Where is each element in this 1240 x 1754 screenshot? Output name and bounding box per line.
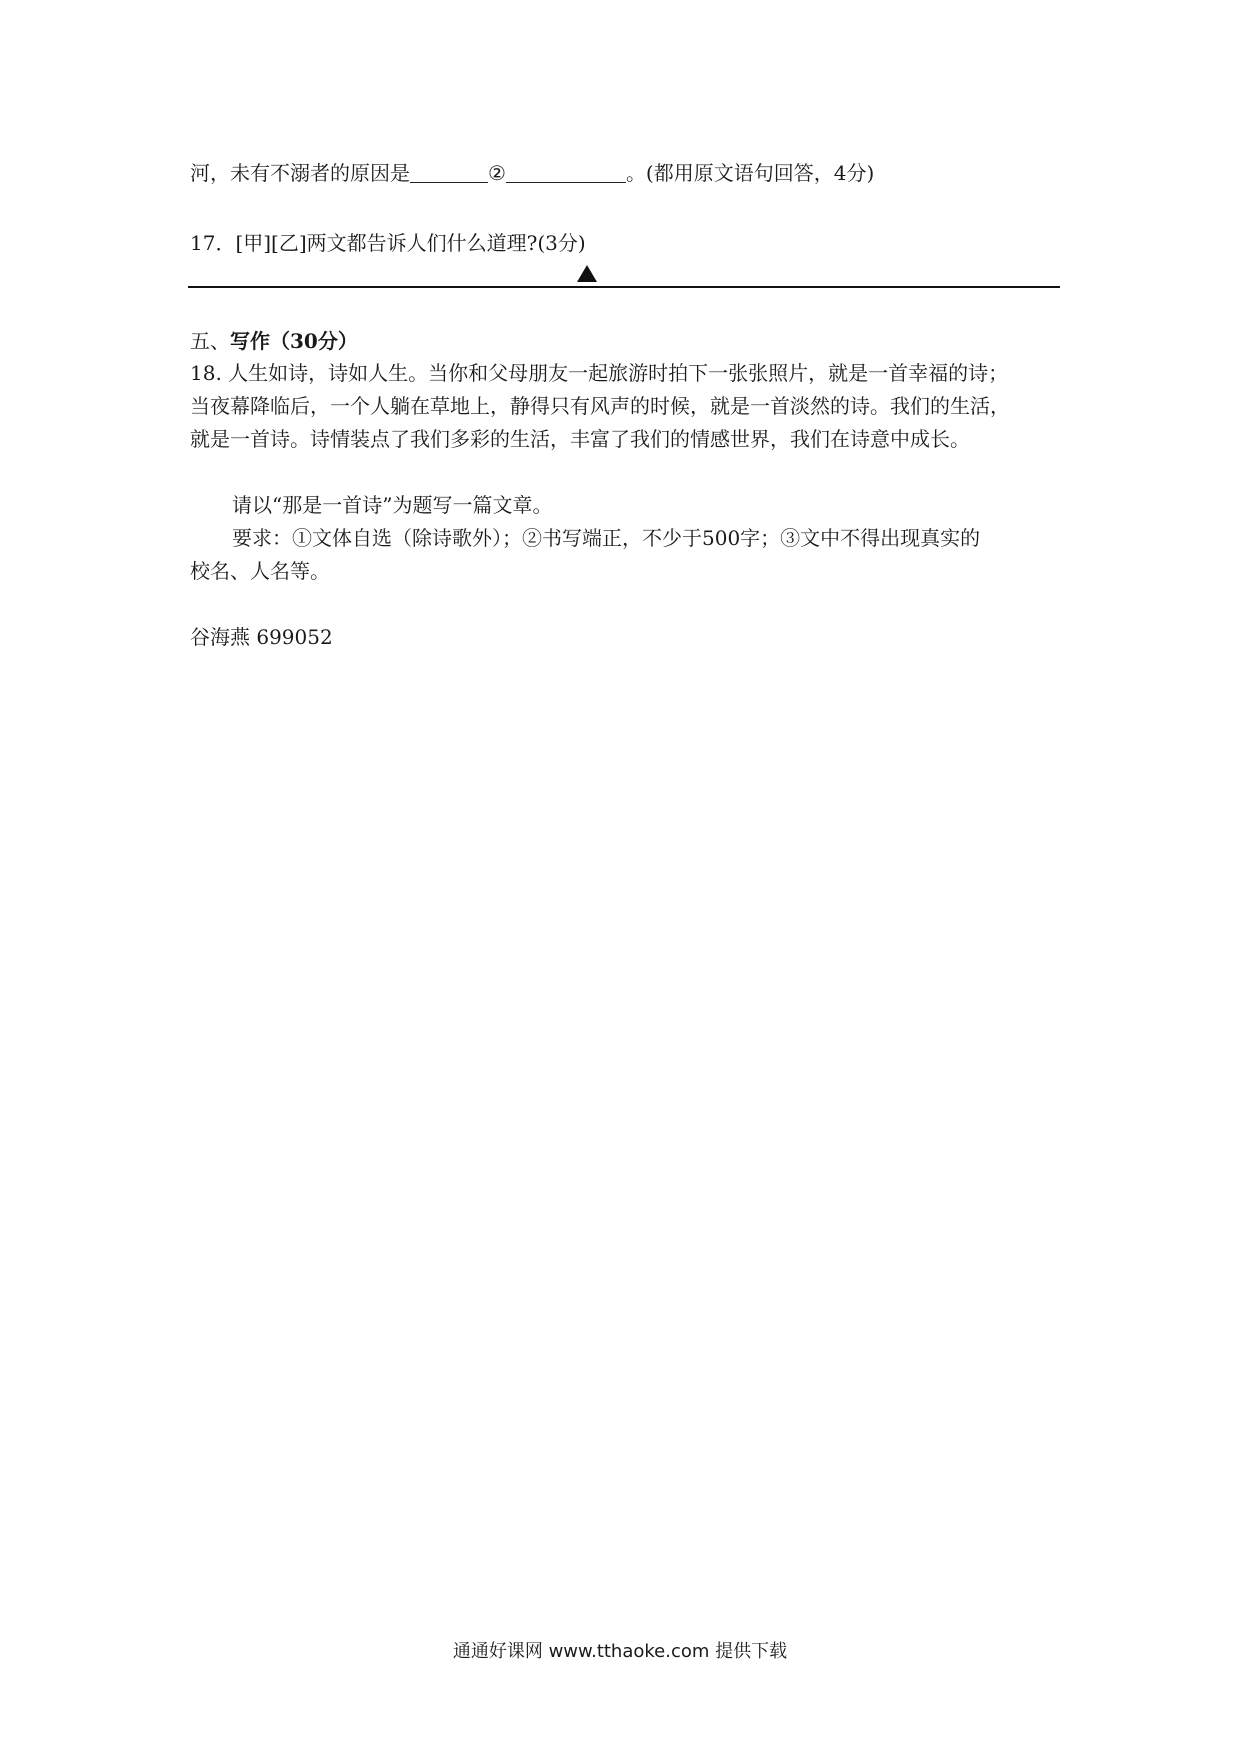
- answer-marker-2: ②: [488, 161, 506, 185]
- answer-blank-2[interactable]: [506, 160, 626, 183]
- question-18-line-1: 18. 人生如诗，诗如人生。当你和父母朋友一起旅游时拍下一张张照片，就是一首幸福的诗；: [190, 361, 1009, 385]
- answer-triangle-marker: [577, 265, 597, 282]
- essay-requirements-2: 校名、人名等。: [190, 559, 330, 583]
- author-id: 谷海燕 699052: [190, 625, 333, 649]
- q16-prefix: 河，未有不溺者的原因是: [190, 161, 410, 185]
- question-18-line-2: 当夜幕降临后，一个人躺在草地上，静得只有风声的时候，就是一首淡然的诗。我们的生活，: [190, 394, 1010, 418]
- q16-suffix: 。(都用原文语句回答，4分): [625, 161, 875, 185]
- q16-answer-line: [190, 158, 874, 188]
- essay-requirements-1: 要求：①文体自选（除诗歌外）；②书写端正，不少于500字；③文中不得出现真实的: [232, 526, 981, 550]
- answer-blank-1[interactable]: [410, 160, 488, 183]
- section-5-heading: [190, 326, 358, 356]
- section-number: 五、: [190, 329, 230, 353]
- question-18-line-3: 就是一首诗。诗情装点了我们多彩的生活，丰富了我们的情感世界，我们在诗意中成长。: [190, 427, 970, 451]
- answer-line-divider: [188, 286, 1060, 288]
- footer-credit: 通通好课网 www.tthaoke.com 提供下载: [452, 1641, 788, 1662]
- essay-prompt: 请以“那是一首诗”为题写一篇文章。: [232, 493, 553, 517]
- section-title: 写作（30分）: [230, 329, 358, 353]
- question-17: 17．[甲][乙]两文都告诉人们什么道理?(3分): [190, 231, 586, 255]
